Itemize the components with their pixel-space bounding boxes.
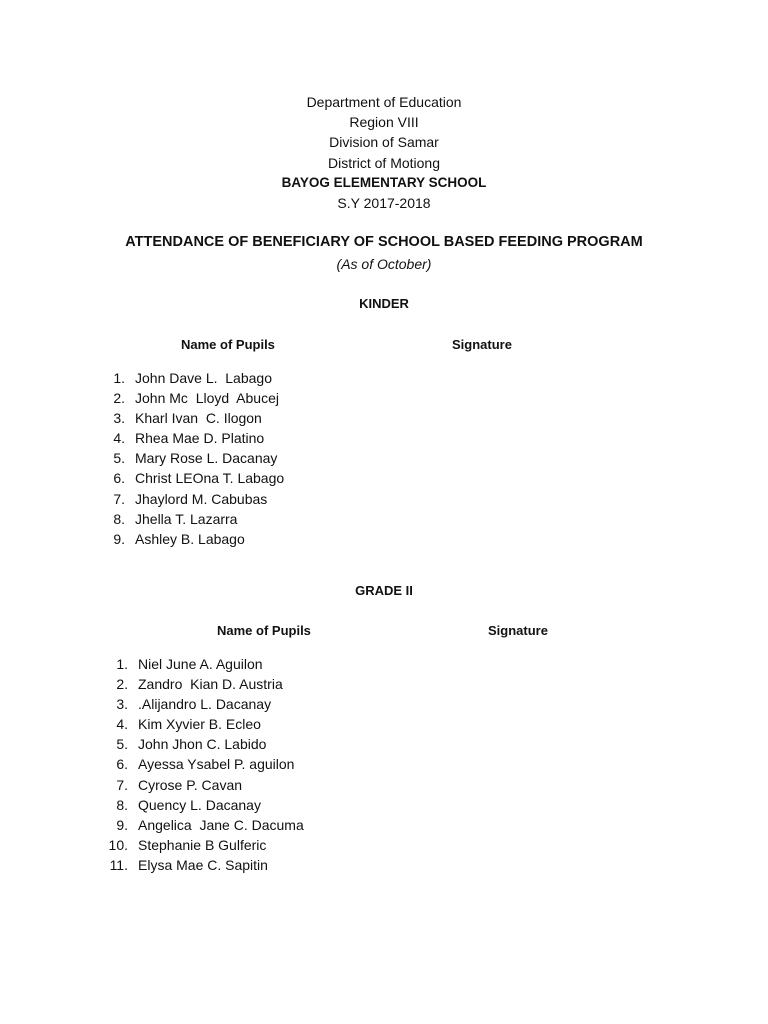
list-item-number: 4. <box>116 716 128 733</box>
list-item <box>108 734 304 754</box>
pupil-name: Mary Rose L. Dacanay <box>135 450 278 467</box>
list-item <box>108 489 284 509</box>
list-item-number: 9. <box>116 816 128 833</box>
list-item <box>108 674 304 694</box>
list-item-number: 4. <box>113 430 125 447</box>
pupil-name: Niel June A. Aguilon <box>138 656 263 672</box>
list-item-number: 8. <box>116 796 128 813</box>
list-item-number: 7. <box>116 776 128 793</box>
region-name: Region VIII <box>349 114 419 131</box>
list-item <box>108 408 284 428</box>
list-item <box>108 529 284 549</box>
list-item-number: 2. <box>116 676 128 693</box>
list-item-number: 6. <box>116 756 128 773</box>
pupil-list-kinder <box>108 368 284 549</box>
pupil-name: Zandro Kian D. Austria <box>138 676 283 693</box>
list-item <box>108 509 284 529</box>
column-header-name: Name of Pupils <box>217 623 311 638</box>
list-item-number: 1. <box>116 656 128 672</box>
list-item <box>108 775 304 795</box>
pupil-name: Cyrose P. Cavan <box>138 776 243 793</box>
school-year: S.Y 2017-2018 <box>337 195 431 212</box>
list-item-number: 3. <box>113 410 125 427</box>
department-name: Department of Education <box>306 94 462 110</box>
column-header-signature: Signature <box>452 337 512 352</box>
pupil-name: Jhella T. Lazarra <box>135 510 238 527</box>
pupil-name: Kim Xyvier B. Ecleo <box>138 716 261 733</box>
pupil-name: Ayessa Ysabel P. aguilon <box>138 756 295 773</box>
list-item <box>108 448 284 468</box>
pupil-name: John Mc Lloyd Abucej <box>135 390 279 407</box>
pupil-name: Ashley B. Labago <box>135 530 245 547</box>
document-header <box>0 92 768 213</box>
pupil-list-grade-ii <box>108 654 304 875</box>
list-item <box>108 754 304 774</box>
list-item-number: 7. <box>113 490 125 507</box>
pupil-name: Christ LEOna T. Labago <box>135 470 285 487</box>
list-item-number: 10. <box>108 836 128 853</box>
pupil-name: Elysa Mae C. Sapitin <box>138 856 268 873</box>
pupil-name: Angelica Jane C. Dacuma <box>138 816 304 833</box>
list-item-number: 2. <box>113 390 125 407</box>
list-item <box>108 694 304 714</box>
list-item-number: 9. <box>113 530 125 547</box>
district-name: District of Motiong <box>327 154 441 171</box>
pupil-name: Rhea Mae D. Platino <box>135 430 265 447</box>
list-item-number: 1. <box>113 370 125 386</box>
list-item <box>108 714 304 734</box>
list-item <box>108 428 284 448</box>
document-subtitle: (As of October) <box>336 256 432 272</box>
list-item <box>108 855 304 875</box>
list-item <box>108 654 304 674</box>
list-item <box>108 368 284 388</box>
section-heading-kinder: KINDER <box>359 296 409 311</box>
division-name: Division of Samar <box>329 134 439 151</box>
list-item-number: 6. <box>113 470 125 487</box>
pupil-name: Jhaylord M. Cabubas <box>135 490 268 507</box>
list-item <box>108 815 304 835</box>
list-item <box>108 468 284 488</box>
document-title: ATTENDANCE OF BENEFICIARY OF SCHOOL BASED FEEDING PROGRAM <box>125 234 643 250</box>
pupil-name: Quency L. Dacanay <box>138 796 261 813</box>
pupil-name: John Jhon C. Labido <box>138 736 267 753</box>
pupil-name: Stephanie B Gulferic <box>138 836 267 853</box>
pupil-name: .Alijandro L. Dacanay <box>138 696 272 713</box>
list-item <box>108 835 304 855</box>
pupil-name: John Dave L. Labago <box>135 370 272 386</box>
list-item <box>108 795 304 815</box>
school-name: BAYOG ELEMENTARY SCHOOL <box>281 174 487 190</box>
list-item-number: 5. <box>113 450 125 467</box>
pupil-name: Kharl Ivan C. Ilogon <box>135 410 262 427</box>
list-item-number: 11. <box>109 856 128 873</box>
list-item <box>108 388 284 408</box>
section-heading-grade-ii: GRADE II <box>355 583 413 598</box>
list-item-number: 5. <box>116 736 128 753</box>
column-header-signature: Signature <box>488 623 548 638</box>
column-header-name: Name of Pupils <box>181 337 275 352</box>
list-item-number: 3. <box>116 696 128 713</box>
list-item-number: 8. <box>113 510 125 527</box>
